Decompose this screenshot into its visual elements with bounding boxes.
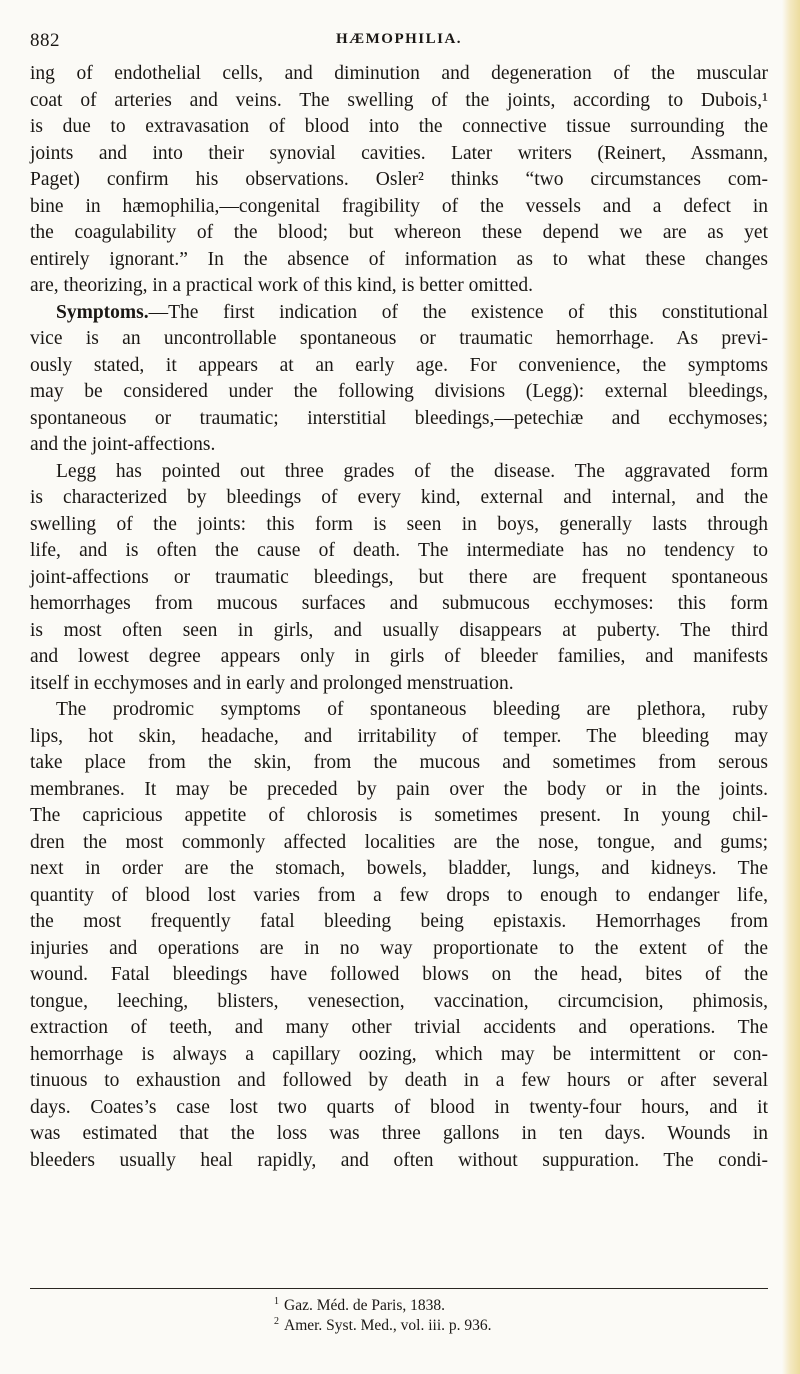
text-line: joints and into their synovial cavities. Later writers (Reinert, Assmann, — [30, 142, 768, 164]
text-line: Paget) confirm his observations. Osler² thinks “two circumstances com- — [30, 169, 768, 190]
footnotes — [274, 1296, 754, 1336]
body-text — [30, 61, 768, 1174]
text-line: coat of arteries and veins. The swelling of the joints, according to Dubois,¹ — [30, 89, 768, 111]
text-line: ously stated, it appears at an early age. For convenience, the symptoms — [30, 354, 768, 376]
text-line: is most often seen in girls, and usually disappears at puberty. The third — [30, 619, 768, 641]
text-line: the coagulability of the blood; but whereon these depend we are as yet — [30, 222, 768, 243]
footnote-mark: 1 — [274, 1295, 279, 1307]
text-line: joint-affections or traumatic bleedings, but there are frequent spontaneous — [30, 566, 768, 588]
text-line: take place from the skin, from the mucous and sometimes from serous — [30, 752, 768, 773]
text-line: itself in ecchymoses and in early and prolonged menstruation. — [30, 672, 514, 694]
text-line: membranes. It may be preceded by pain over the body or in the joints. — [30, 778, 768, 800]
footnote-text: Gaz. Méd. de Paris, 1838. — [284, 1297, 445, 1314]
text-line: bine in hæmophilia,—congenital fragibility of the vessels and a defect in — [30, 195, 768, 217]
page-edge — [782, 0, 800, 1374]
text-line: was estimated that the loss was three gallons in ten days. Wounds in — [30, 1123, 768, 1144]
running-title: HÆMOPHILIA. — [335, 31, 463, 47]
text-line: vice is an uncontrollable spontaneous or traumatic hemorrhage. As previ- — [30, 328, 768, 349]
text-line: quantity of blood lost varies from a few drops to enough to endanger life, — [30, 884, 768, 906]
text-line: days. Coates’s case lost two quarts of blood in twenty-four hours, and it — [30, 1096, 768, 1118]
text-line: the most frequently fatal bleeding being epistaxis. Hemorrhages from — [30, 911, 768, 932]
text-line: wound. Fatal bleedings have followed blows on the head, bites of the — [30, 964, 768, 985]
footnote-rule — [30, 1288, 768, 1289]
text-line: next in order are the stomach, bowels, bladder, lungs, and kidneys. The — [30, 858, 768, 879]
text-line: is characterized by bleedings of every kind, external and internal, and the — [30, 487, 768, 508]
running-head — [30, 30, 768, 54]
text-line: swelling of the joints: this form is seen in boys, generally lasts through — [30, 513, 768, 535]
footnote — [274, 1296, 754, 1316]
text-line: lips, hot skin, headache, and irritability of temper. The bleeding may — [30, 725, 768, 747]
text-line: are, theorizing, in a practical work of this kind, is better omitted. — [30, 275, 534, 296]
footnote-mark: 2 — [274, 1315, 279, 1327]
text-line: hemorrhage is always a capillary oozing, which may be intermittent or con- — [30, 1043, 768, 1065]
text-line: extraction of teeth, and many other trivial accidents and operations. The — [30, 1017, 768, 1038]
text-line: entirely ignorant.” In the absence of information as to what these changes — [30, 248, 768, 270]
footnote-text: Amer. Syst. Med., vol. iii. p. 936. — [284, 1317, 492, 1334]
text-line: spontaneous or traumatic; interstitial bleedings,—petechiæ and ecchymoses; — [30, 407, 768, 429]
text-line: may be considered under the following divisions (Legg): external bleedings, — [30, 381, 768, 402]
text-line: is due to extravasation of blood into the connective tissue surrounding the — [30, 116, 768, 137]
page-number: 882 — [30, 30, 60, 51]
text-line: tinuous to exhaustion and followed by death in a few hours or after several — [30, 1070, 768, 1091]
text-line: injuries and operations are in no way proportionate to the extent of the — [30, 937, 768, 959]
symptoms-heading-rest: —The first indication of the existence of this constitutional — [148, 301, 768, 323]
text-line: ing of endothelial cells, and diminution and degeneration of the muscular — [30, 63, 768, 84]
text-line: tongue, leeching, blisters, venesection, vaccination, circumcision, phimosis, — [30, 990, 768, 1012]
text-line: bleeders usually heal rapidly, and often without suppuration. The condi- — [30, 1149, 768, 1171]
text-line: hemorrhages from mucous surfaces and submucous ecchymoses: this form — [30, 593, 768, 614]
text-line: The prodromic symptoms of spontaneous bleeding are plethora, ruby — [56, 699, 768, 720]
text-line: and the joint-affections. — [30, 434, 216, 455]
footnote — [274, 1316, 754, 1336]
text-line: The capricious appetite of chlorosis is sometimes present. In young chil- — [30, 805, 768, 826]
text-line: Legg has pointed out three grades of the disease. The aggravated form — [56, 460, 768, 482]
symptoms-heading: Symptoms. — [56, 301, 149, 323]
symptoms-heading-line — [30, 300, 768, 327]
text-line: dren the most commonly affected localities are the nose, tongue, and gums; — [30, 831, 768, 853]
text-line: and lowest degree appears only in girls of bleeder families, and manifests — [30, 646, 768, 667]
text-line: life, and is often the cause of death. The intermediate has no tendency to — [30, 540, 768, 561]
